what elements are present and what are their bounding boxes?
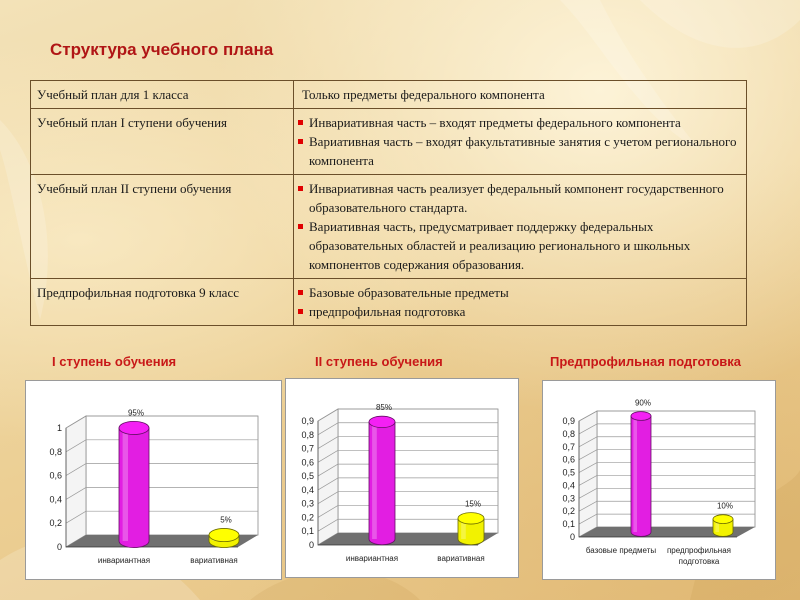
bullet-item — [298, 179, 740, 217]
chart-side-wall — [66, 416, 86, 547]
data-label: 95% — [127, 408, 145, 418]
data-label: 5% — [220, 515, 232, 525]
row-text: Только предметы федерального компонента — [302, 87, 545, 102]
y-tick-label: 0,1 — [301, 526, 314, 537]
bullet-icon — [298, 139, 303, 144]
y-tick-label: 0 — [56, 542, 62, 552]
chart-side-wall — [318, 409, 338, 545]
y-tick-label: 0,2 — [562, 506, 575, 517]
chart-stage-2 — [285, 378, 519, 578]
bullet-item — [298, 283, 740, 302]
x-category-label: предпрофильная — [666, 546, 732, 555]
chart-side-wall — [579, 411, 597, 537]
y-tick-label: 0,7 — [301, 443, 314, 454]
bullet-icon — [298, 186, 303, 191]
bar-2 — [713, 515, 733, 537]
y-tick-label: 0,1 — [562, 519, 575, 530]
row-content — [294, 109, 747, 175]
y-tick-label: 0,9 — [301, 416, 314, 426]
bar-top — [458, 513, 484, 524]
curriculum-table — [30, 80, 747, 326]
table-row — [31, 109, 747, 175]
y-tick-label: 0,6 — [49, 470, 62, 481]
y-tick-label: 0,2 — [301, 512, 314, 523]
y-tick-label: 0 — [308, 540, 314, 550]
bullet-item — [298, 113, 740, 132]
y-tick-label: 0,5 — [562, 467, 575, 478]
table-row — [31, 81, 747, 109]
x-category-label: инвариантная — [97, 556, 151, 565]
y-tick-label: 0,8 — [562, 428, 575, 439]
bullet-icon — [298, 309, 303, 314]
chart-title-stage-2: II ступень обучения — [315, 354, 443, 369]
bullet-text: Базовые образовательные предметы — [309, 285, 509, 300]
y-tick-label: 0,2 — [49, 518, 62, 529]
bar-2 — [209, 528, 239, 547]
x-category-label: вариативная — [437, 554, 485, 563]
x-category-label: инвариантная — [345, 554, 399, 563]
chart-back-wall — [86, 416, 258, 535]
y-tick-label: 0,5 — [301, 471, 314, 482]
bar-1 — [369, 416, 395, 545]
x-category-label: вариативная — [190, 556, 238, 565]
data-label: 10% — [716, 501, 734, 511]
y-tick-label: 0,3 — [301, 498, 314, 509]
bar-top — [209, 528, 239, 541]
table-row — [31, 279, 747, 326]
bar-top — [631, 412, 651, 421]
bullet-text: Инвариативная часть – входят предметы федерального компонента — [309, 115, 681, 130]
bar-highlight — [633, 416, 637, 532]
bar-1 — [119, 421, 149, 547]
y-tick-label: 0,9 — [562, 416, 575, 426]
data-label: 15% — [464, 499, 482, 509]
table-row — [31, 175, 747, 279]
bullet-text: Вариативная часть, предусматривает поддержку федеральных образовательных областей и реализацию регионального и школьных компонентов содержания образования. — [309, 219, 691, 272]
row-content — [294, 81, 747, 109]
bullet-icon — [298, 224, 303, 229]
y-tick-label: 0,8 — [49, 446, 62, 457]
chart-preprofile — [542, 380, 776, 580]
row-content — [294, 175, 747, 279]
x-category-label: подготовка — [678, 557, 720, 566]
y-tick-label: 0,6 — [301, 457, 314, 468]
chart-stage-1 — [25, 380, 282, 580]
y-tick-label: 0,4 — [301, 484, 314, 495]
bullet-item — [298, 217, 740, 274]
bar-top — [369, 416, 395, 427]
bullet-text: Вариативная часть – входят факультативные занятия с учетом регионального компонента — [309, 134, 737, 168]
bullet-icon — [298, 290, 303, 295]
row-label: Учебный план II ступени обучения — [31, 175, 294, 279]
y-tick-label: 0 — [569, 532, 575, 542]
y-tick-label: 0,6 — [562, 454, 575, 465]
y-tick-label: 0,4 — [562, 480, 575, 491]
bar-top — [713, 515, 733, 524]
bar-2 — [458, 513, 484, 545]
y-tick-label: 0,8 — [301, 429, 314, 440]
chart-title-stage-1: I ступень обучения — [52, 354, 177, 369]
x-category-label: базовые предметы — [585, 546, 657, 555]
row-label: Учебный план для 1 класса — [31, 81, 294, 109]
bar-top — [119, 421, 149, 434]
y-tick-label: 0,7 — [562, 441, 575, 452]
bullet-text: предпрофильная подготовка — [309, 304, 466, 319]
y-tick-label: 0,3 — [562, 493, 575, 504]
bullet-icon — [298, 120, 303, 125]
bar-1 — [631, 412, 651, 537]
row-label: Предпрофильная подготовка 9 класс — [31, 279, 294, 326]
data-label: 90% — [634, 398, 652, 408]
row-content — [294, 279, 747, 326]
bar-highlight — [372, 422, 377, 539]
bullet-text: Инвариативная часть реализует федеральный компонент государственного образовательного стандарта. — [309, 181, 724, 215]
bar-highlight — [123, 428, 128, 541]
y-tick-label: 1 — [56, 423, 62, 433]
bullet-item — [298, 132, 740, 170]
row-label: Учебный план I ступени обучения — [31, 109, 294, 175]
chart-title-preprofile: Предпрофильная подготовка — [550, 354, 741, 369]
page-title: Структура учебного плана — [50, 40, 274, 59]
data-label: 85% — [375, 403, 393, 413]
y-tick-label: 0,4 — [49, 494, 62, 505]
bullet-item — [298, 302, 740, 321]
